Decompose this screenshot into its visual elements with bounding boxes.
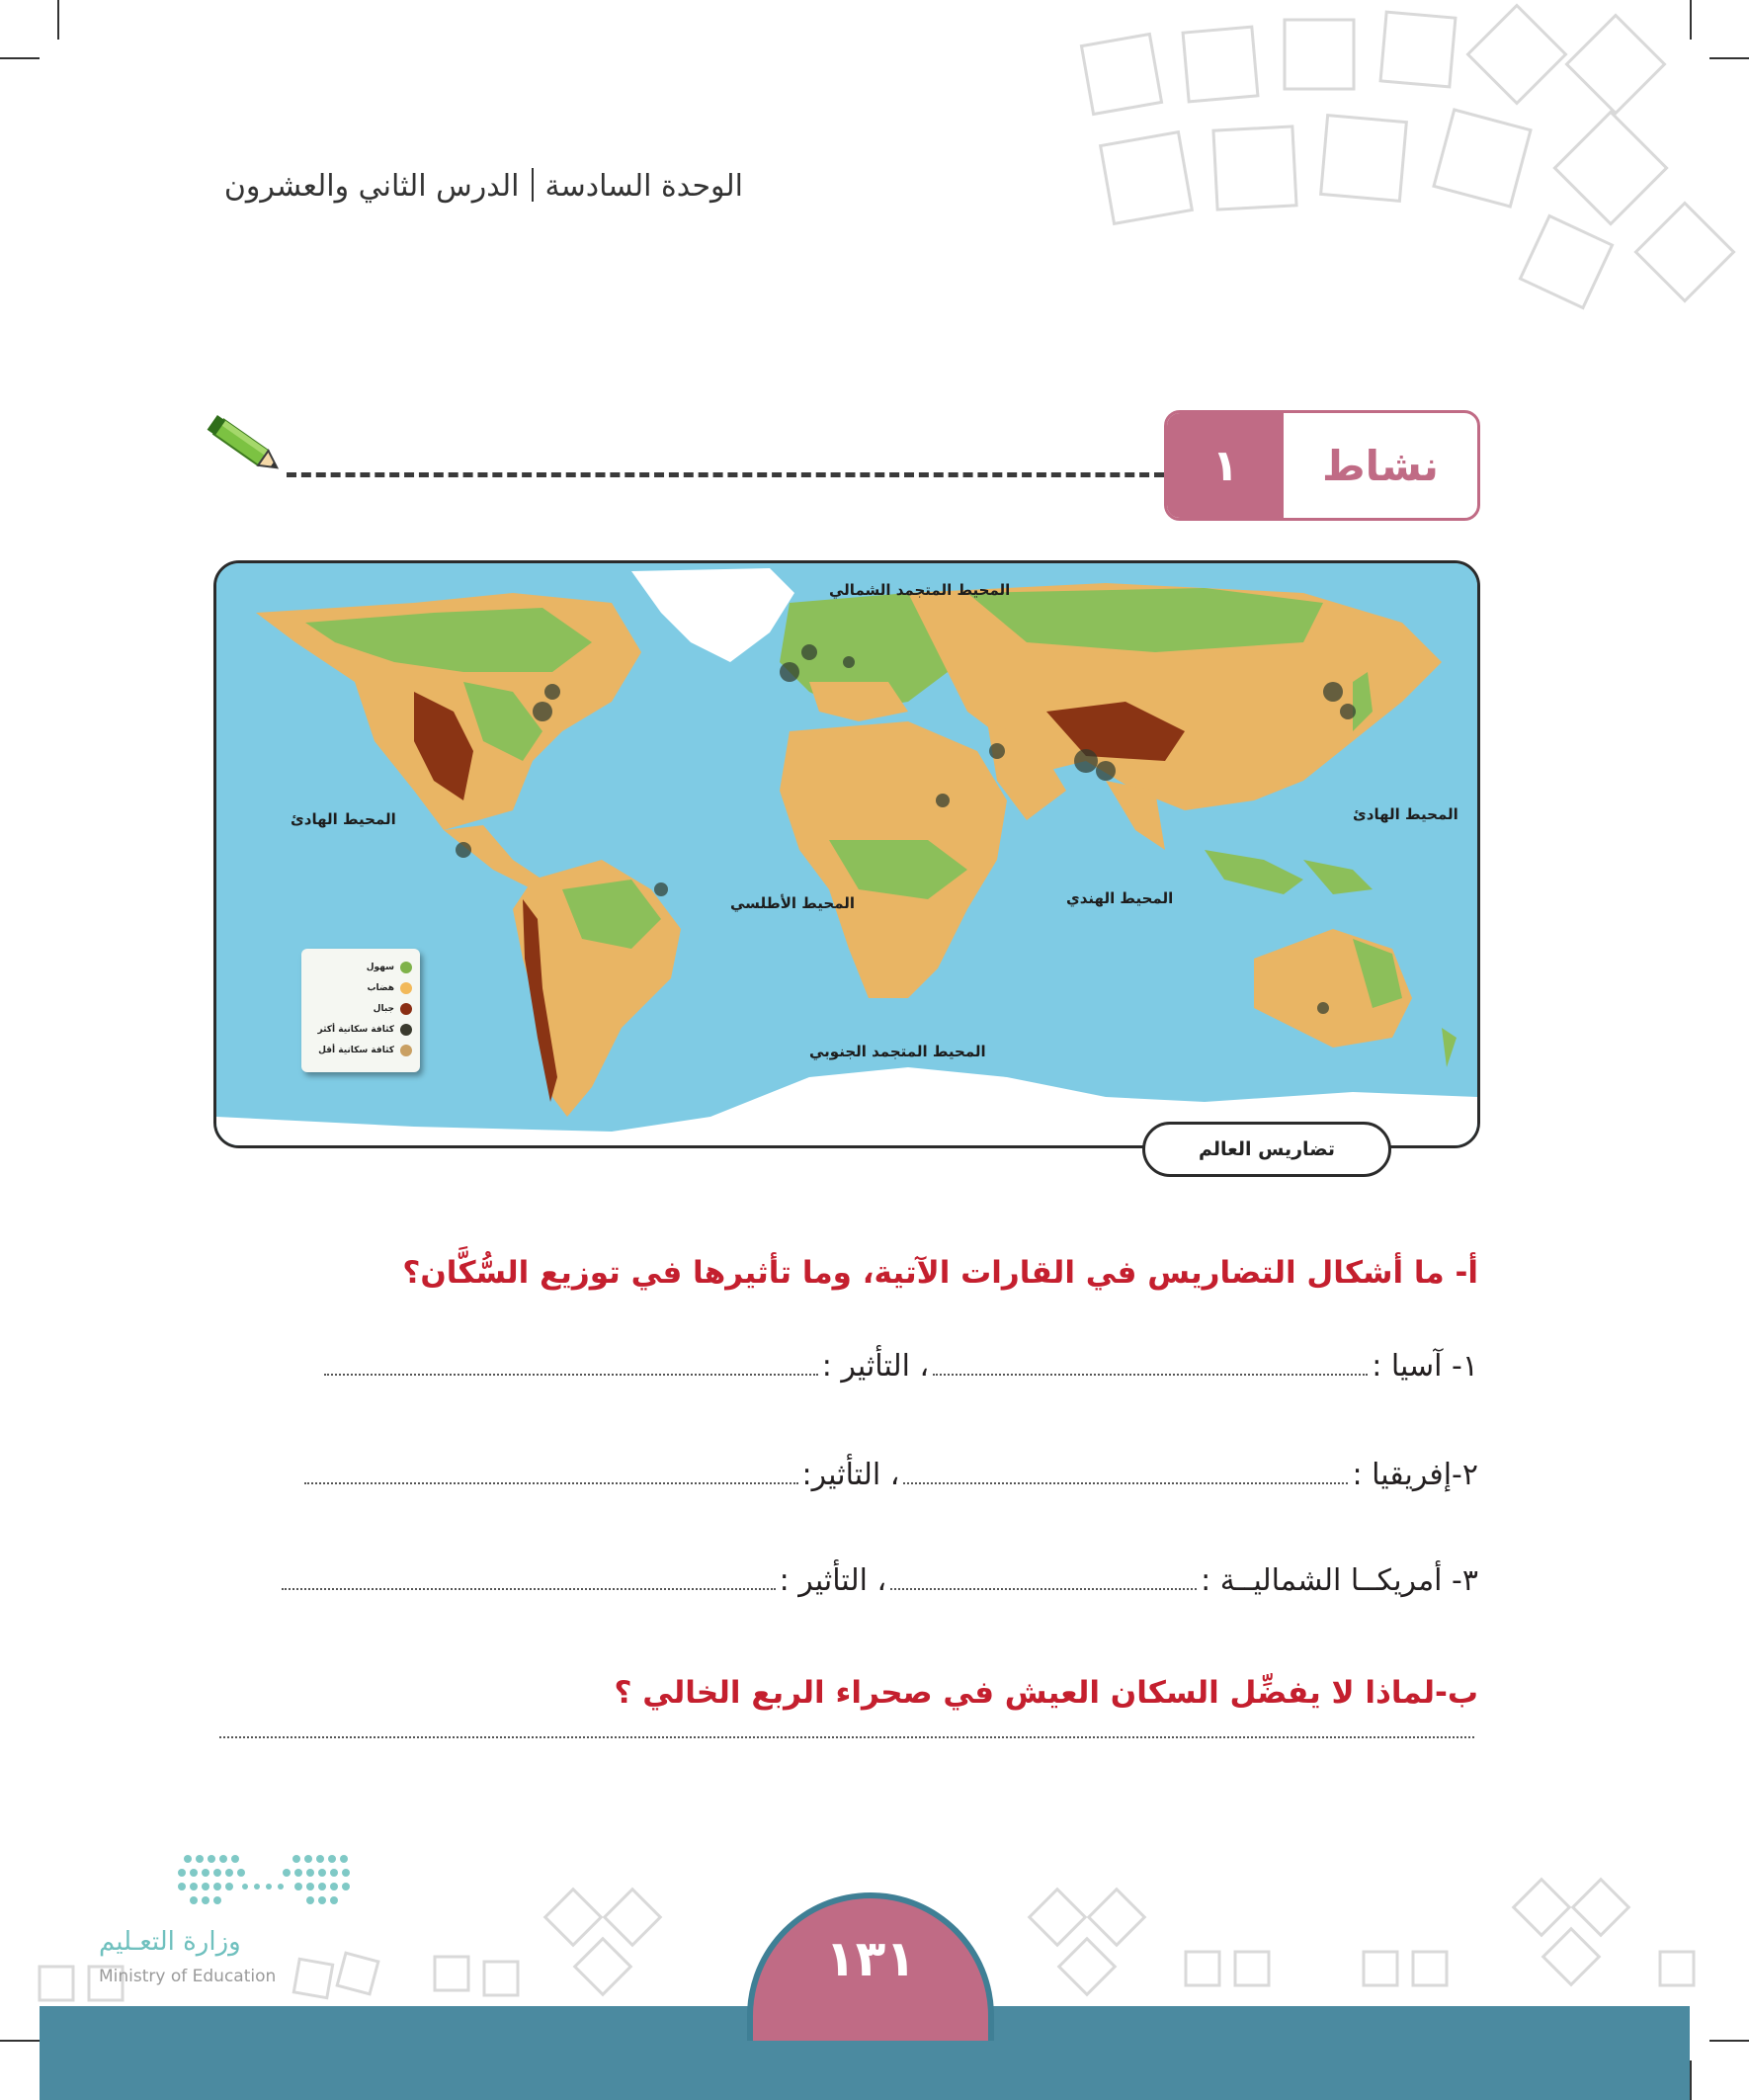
crop-mark xyxy=(0,57,40,59)
answer-line-north-america xyxy=(213,1563,1478,1598)
activity-label: نشاط xyxy=(1322,441,1439,490)
question-b-title: ب-لماذا لا يفضِّل السكان العيش في صحراء الربع الخالي ؟ xyxy=(614,1675,1478,1711)
legend-label: هضاب xyxy=(367,982,394,993)
effect-label: ، التأثير : xyxy=(779,1563,887,1598)
legend-swatch xyxy=(400,1045,412,1056)
answer-line-b xyxy=(213,1715,1478,1738)
legend-label: جبال xyxy=(373,1003,394,1014)
ocean-label-indian: المحيط الهندي xyxy=(1066,889,1174,907)
ministry-name-en: Ministry of Education xyxy=(99,1967,277,1986)
map-caption: تضاريس العالم xyxy=(1142,1122,1391,1177)
answer-blank[interactable] xyxy=(933,1352,1368,1376)
legend-item xyxy=(309,1019,412,1040)
answer-label: ٢-إفريقيا : xyxy=(1352,1458,1478,1492)
legend-swatch xyxy=(400,962,412,973)
ocean-label-atlantic: المحيط الأطلسي xyxy=(730,894,856,912)
map-legend xyxy=(301,949,420,1072)
answer-blank[interactable] xyxy=(890,1566,1197,1590)
decorative-pattern xyxy=(1018,0,1749,326)
effect-blank[interactable] xyxy=(304,1461,798,1484)
answer-label: ٣- أمريكــا الشماليــة : xyxy=(1201,1563,1478,1598)
lesson-title: الدرس الثاني والعشرون xyxy=(223,169,520,204)
crop-mark xyxy=(1690,2060,1692,2100)
pencil-icon xyxy=(203,410,292,484)
answer-label: ١- آسيا : xyxy=(1372,1349,1478,1384)
dashed-divider xyxy=(287,472,1164,477)
effect-label: ، التأثير : xyxy=(821,1349,930,1384)
ministry-name-ar: وزارة التعـليم xyxy=(99,1927,241,1957)
question-a-title: أ- ما أشكال التضاريس في القارات الآتية، وما تأثيرها في توزيع السُّكَّان؟ xyxy=(402,1255,1478,1291)
legend-item xyxy=(309,957,412,977)
legend-swatch xyxy=(400,1024,412,1036)
ocean-label-pacific-east: المحيط الهادئ xyxy=(1353,805,1458,823)
legend-label: كثافة سكانية أكثر xyxy=(317,1024,394,1035)
ocean-label-southern: المحيط المتجمد الجنوبي xyxy=(809,1043,986,1060)
header-separator xyxy=(532,168,534,202)
ocean-label-pacific-west: المحيط الهادئ xyxy=(291,810,396,828)
world-relief-map xyxy=(213,560,1480,1148)
legend-swatch xyxy=(400,1003,412,1015)
answer-line-asia xyxy=(213,1349,1478,1384)
legend-item xyxy=(309,1040,412,1060)
unit-header xyxy=(224,168,743,204)
crop-mark xyxy=(0,2040,40,2042)
effect-label: ، التأثير: xyxy=(801,1458,900,1492)
legend-item xyxy=(309,977,412,998)
unit-title: الوحدة السادسة xyxy=(544,169,743,204)
legend-label: سهول xyxy=(366,962,394,972)
legend-swatch xyxy=(400,982,412,994)
activity-box xyxy=(1164,410,1480,521)
effect-blank[interactable] xyxy=(282,1566,776,1590)
answer-line-africa xyxy=(213,1458,1478,1492)
page-number: ١٣١ xyxy=(825,1930,916,1987)
legend-label: كثافة سكانية أقل xyxy=(318,1045,394,1055)
answer-blank[interactable] xyxy=(219,1715,1474,1738)
ocean-label-arctic: المحيط المتجمد الشمالي xyxy=(829,581,1011,599)
answer-blank[interactable] xyxy=(903,1461,1348,1484)
activity-number: ١ xyxy=(1167,413,1284,518)
crop-mark xyxy=(57,0,59,40)
legend-item xyxy=(309,998,412,1019)
effect-blank[interactable] xyxy=(324,1352,818,1376)
crop-mark xyxy=(1709,2040,1749,2042)
